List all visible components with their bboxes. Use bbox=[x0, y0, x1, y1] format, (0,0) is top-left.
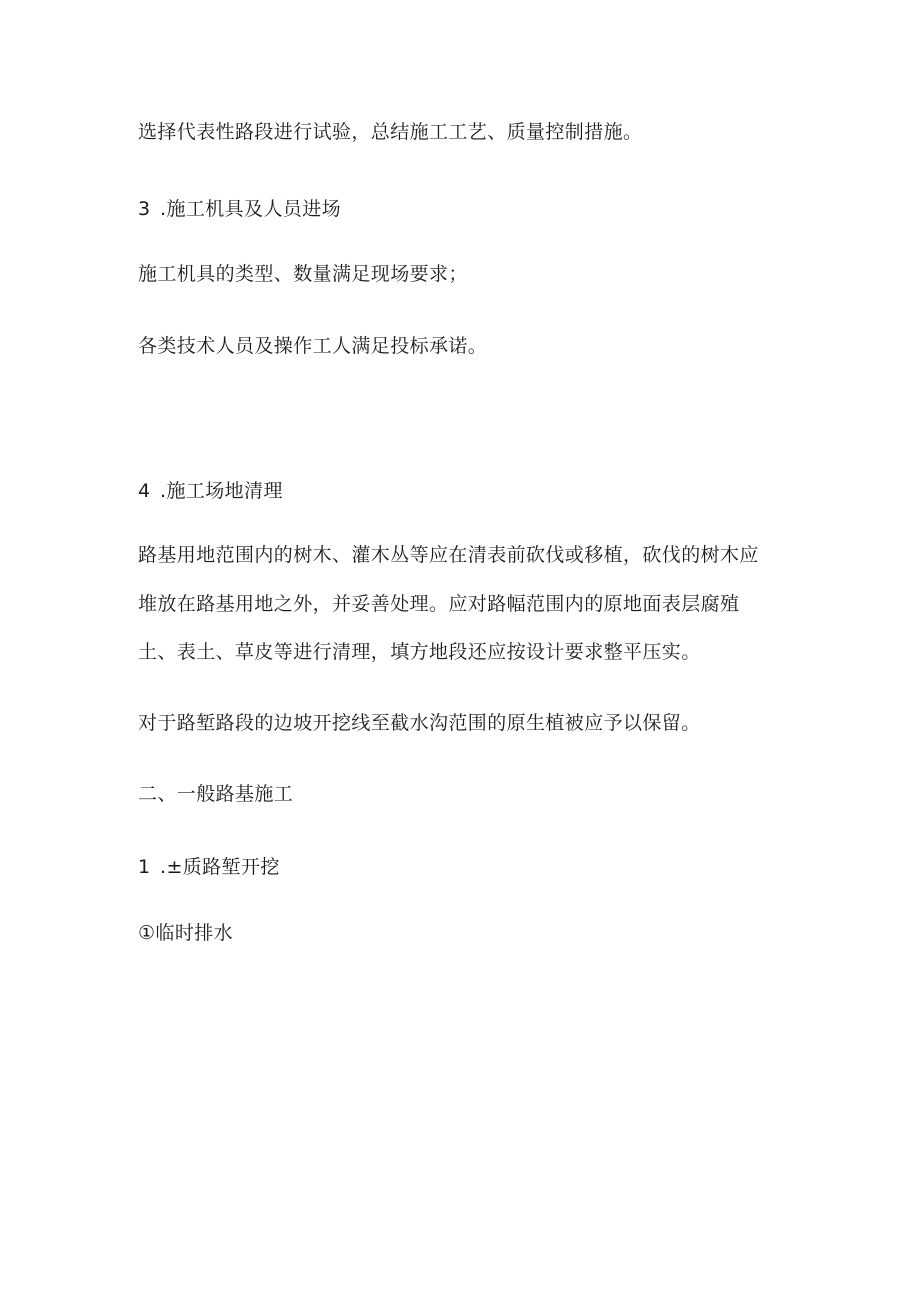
heading-number: 1 bbox=[138, 856, 151, 878]
paragraph-trial-section: 选择代表性路段进行试验，总结施工工艺、质量控制措施。 bbox=[138, 121, 643, 143]
heading-number: 4 bbox=[138, 480, 151, 502]
paragraph-clearing-line-3: 土、表土、草皮等进行清理，填方地段还应按设计要求整平压实。 bbox=[138, 641, 701, 663]
paragraph-clearing-line-1: 路基用地范围内的树木、灌木丛等应在清表前砍伐或移植，砍伐的树木应 bbox=[138, 544, 759, 566]
paragraph-personnel: 各类技术人员及操作工人满足投标承诺。 bbox=[138, 335, 488, 357]
heading-earth-cutting bbox=[138, 855, 280, 879]
heading-text: .±质路堑开挖 bbox=[160, 856, 280, 878]
paragraph-slope-vegetation: 对于路堑路段的边坡开挖线至截水沟范围的原生植被应予以保留。 bbox=[138, 712, 701, 734]
heading-equipment-personnel bbox=[138, 197, 341, 221]
heading-text: .施工机具及人员进场 bbox=[160, 198, 342, 220]
subheading-temporary-drainage: ①临时排水 bbox=[138, 922, 234, 944]
paragraph-clearing-line-2: 堆放在路基用地之外，并妥善处理。应对路幅范围内的原地面表层腐殖 bbox=[138, 593, 740, 615]
heading-text: .施工场地清理 bbox=[160, 480, 283, 502]
section-heading-general-subgrade: 二、一般路基施工 bbox=[138, 783, 294, 805]
paragraph-equipment: 施工机具的类型、数量满足现场要求； bbox=[138, 263, 468, 285]
heading-site-clearing bbox=[138, 479, 283, 503]
heading-number: 3 bbox=[138, 198, 151, 220]
